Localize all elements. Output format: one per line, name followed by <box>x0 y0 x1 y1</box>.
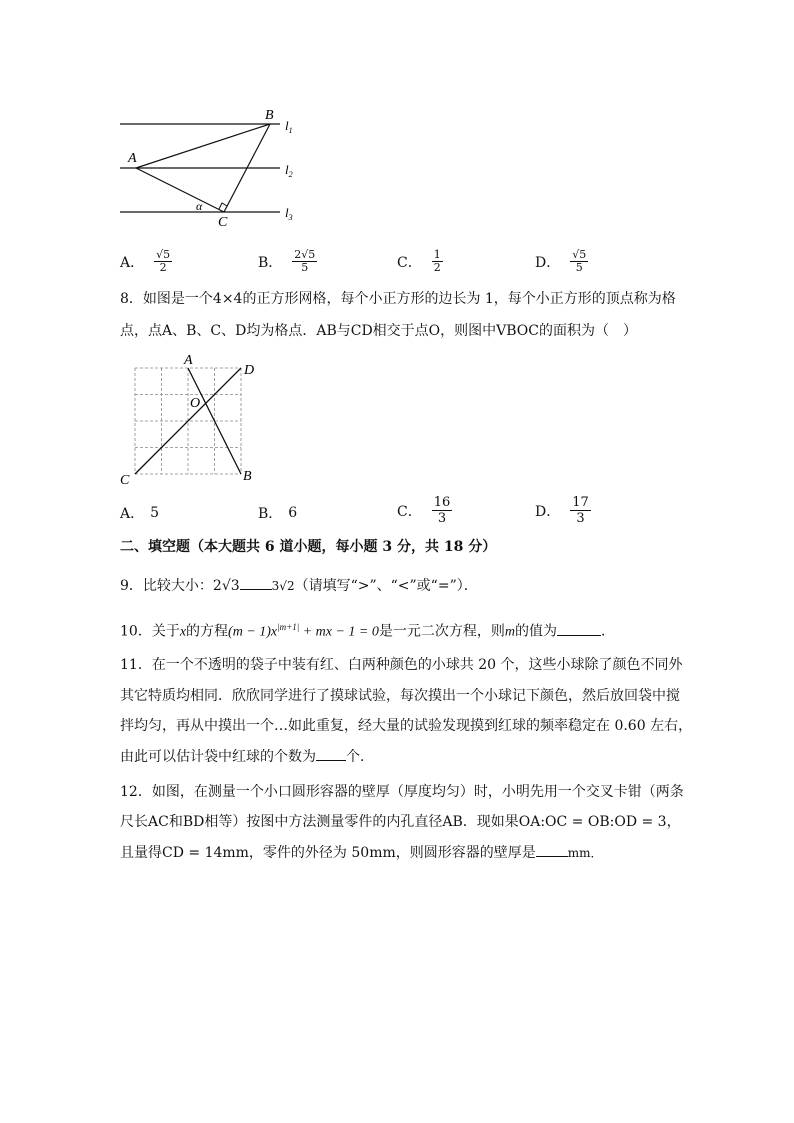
option-label: D． <box>535 254 561 271</box>
section-title-fill-in: 二、填空题（本大题共 6 道小题，每小题 3 分，共 18 分） <box>120 539 497 555</box>
q8-text-line2: 点，点A、B、C、D均为格点．AB与CD相交于点O，则图中VBOC的面积为（ ） <box>120 323 637 339</box>
option-label: B． <box>258 254 283 271</box>
q11-line4-suffix: 个． <box>346 749 374 765</box>
q12-line3-suffix: mm． <box>567 846 603 860</box>
q8-option-d[interactable] <box>535 495 591 526</box>
q10-prefix: 10．关于 <box>120 623 180 640</box>
q10-var-x: x <box>179 624 187 640</box>
label-o: O <box>190 396 201 411</box>
q9-text <box>120 576 478 596</box>
q9-answer-blank[interactable] <box>240 589 272 590</box>
label-b: B <box>265 108 274 123</box>
q11-text-line3: 拌均匀，再从中摸出一个…如此重复，经大量的试验发现摸到红球的频率稳定在 0.60 左右， <box>120 718 693 734</box>
option-fraction: $\frac{√5}{2}$ <box>156 248 171 274</box>
label-d: D <box>244 363 255 378</box>
q11-text-line1: 11．在一个不透明的袋子中装有红、白两种颜色的小球共 20 个，这些小球除了颜色不同外 <box>120 657 683 673</box>
label-a: A <box>128 151 137 166</box>
q7-option-d[interactable] <box>535 249 588 274</box>
option-label: A． <box>120 506 145 522</box>
label-b: B <box>243 469 252 484</box>
q8-text-line1: 8．如图是一个4×4的正方形网格，每个小正方形的边长为 1，每个小正方形的顶点称为格 <box>120 291 676 307</box>
q11-text-line2: 其它特质均相同．欣欣同学进行了摸球试验，每次摸出一个小球记下颜色，然后放回袋中搅 <box>120 688 680 704</box>
option-fraction: $\frac{2√5}{5}$ <box>294 248 316 274</box>
q9-left-expr: 2√3 <box>212 578 240 594</box>
q9-right-expr: 3√2 <box>271 579 295 593</box>
q12-text-line1: 12．如图，在测量一个小口圆形容器的壁厚（厚度均匀）时，小明先用一个交叉卡钳（两条 <box>120 784 684 800</box>
q11-answer-blank[interactable] <box>316 760 346 761</box>
option-label: B． <box>258 506 283 522</box>
label-c: C <box>120 473 130 486</box>
q8-option-b[interactable] <box>258 503 297 523</box>
q7-figure <box>110 104 310 230</box>
option-label: A． <box>120 254 145 271</box>
label-alpha: α <box>196 199 203 213</box>
q10-exponent: |m+1| <box>277 622 300 632</box>
segment-ac <box>136 168 224 212</box>
q10-text <box>120 617 615 643</box>
q11-line4-prefix: 由此可以估计袋中红球的个数为 <box>120 749 316 765</box>
q10-answer-blank[interactable] <box>557 635 601 636</box>
q7-option-a[interactable] <box>120 249 172 274</box>
label-l3: $l_3$ <box>285 205 293 222</box>
q8-grid-figure <box>116 350 266 486</box>
q12-answer-blank[interactable] <box>536 856 568 857</box>
option-value: 6 <box>288 505 298 521</box>
q7-option-b[interactable] <box>258 249 317 274</box>
q10-mid2: 是一元二次方程，则 <box>378 623 505 640</box>
q12-line3-prefix: 且量得CD = 14mm，零件的外径为 50mm，则圆形容器的壁厚是 <box>120 845 536 861</box>
q8-option-a[interactable] <box>120 503 159 523</box>
q12-text-line2: 尺长AC和BD相等）按图中方法测量零件的内孔直径AB．现如果OA:OC = OB:OD = 3， <box>120 814 681 830</box>
option-label: C． <box>397 254 422 271</box>
label-l2: $l_2$ <box>285 162 293 179</box>
label-a: A <box>184 353 193 368</box>
q10-var-m: m <box>504 624 515 640</box>
option-fraction: $\frac{1}{2}$ <box>433 248 441 274</box>
q10-end: ． <box>600 623 615 640</box>
q8-option-c[interactable] <box>397 495 452 526</box>
option-label: D． <box>535 503 561 520</box>
q9-suffix: （请填写“>”、“<”或“=”）． <box>294 578 478 594</box>
q10-suffix: 的值为 <box>514 623 557 640</box>
q7-option-c[interactable] <box>397 249 443 274</box>
q10-mid: 的方程 <box>186 623 229 640</box>
option-fraction: $\frac{17}{3}$ <box>572 495 589 526</box>
q10-equation-b: + mx − 1 = 0 <box>299 624 379 640</box>
q10-equation-a: (m − 1)x <box>228 624 278 640</box>
option-fraction: $\frac{16}{3}$ <box>433 495 451 526</box>
label-c: C <box>218 215 228 230</box>
q12-text-line3 <box>120 843 603 863</box>
option-value: 5 <box>150 505 160 521</box>
label-l1: $l_1$ <box>285 118 293 135</box>
option-label: C． <box>397 503 422 520</box>
q9-prefix: 9．比较大小： <box>120 578 213 594</box>
q11-text-line4 <box>120 747 374 767</box>
option-fraction: $\frac{√5}{5}$ <box>572 248 587 274</box>
